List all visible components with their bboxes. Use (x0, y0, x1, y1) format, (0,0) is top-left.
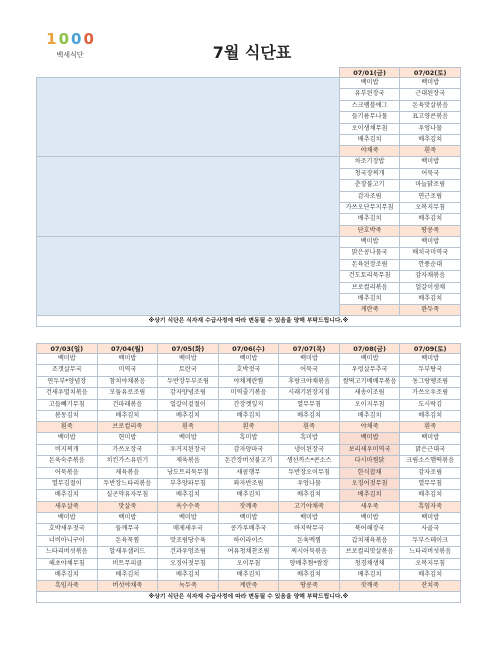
menu-item: 감자양파국 (218, 444, 279, 455)
menu-item: 청경채생채 (339, 558, 400, 569)
menu-item: 콩가루배추국 (218, 524, 279, 535)
menu-item: 표고영콘볶음 (400, 112, 461, 123)
menu-item: 낭도트리묵무침 (158, 467, 219, 478)
header-empty (97, 68, 158, 78)
menu-item: 치킨가스유린기 (97, 456, 158, 467)
porridge-item: 브로컬리죽 (97, 422, 158, 433)
menu-item: 야채계란찜 (218, 376, 279, 387)
porridge-item: 버섯야채죽 (97, 581, 158, 592)
menu-item: 느타리버섯볶음 (37, 547, 98, 558)
menu-item: 돈육된장조림 (339, 259, 400, 270)
page-title: 7월 식단표 (212, 43, 292, 62)
porridge-item: 야채죽 (339, 146, 400, 157)
menu-item: 감자양념조림 (158, 388, 219, 399)
menu-item: 양배추찜*쌈장 (279, 558, 340, 569)
menu-item: 백미밥 (218, 512, 279, 523)
menu-item: 배추김치 (158, 569, 219, 580)
porridge-item: 옥수수죽 (158, 501, 219, 512)
menu-item: 두반장두부조림 (158, 376, 219, 387)
menu-item: 청국장찌개 (339, 168, 400, 179)
notice-text: ※상기 식단은 식자재 수급사정에 따라 변동될 수 있음을 양해 부탁드립니다.※ (37, 316, 461, 327)
porridge-item: 새우죽 (339, 501, 400, 512)
menu-item: 백미밥 (218, 354, 279, 365)
day-header: 07/03(일) (37, 344, 98, 354)
menu-item: 연두부*양념장 (37, 376, 98, 387)
menu-item: 감자조림 (339, 191, 400, 202)
menu-item: 봄동김치 (37, 411, 98, 422)
menu-item: 가쓰오우조림 (400, 388, 461, 399)
menu-item: 제육볶음 (158, 456, 219, 467)
menu-item: 들기름무나물 (339, 112, 400, 123)
menu-item: 어묵국 (279, 365, 340, 376)
menu-item: 연근조림 (400, 191, 461, 202)
porridge-item: 잔치죽 (400, 581, 461, 592)
menu-item: 우엉나물 (279, 479, 340, 490)
menu-item: 돈육맛살볶음 (400, 100, 461, 111)
menu-item: 열무무침 (400, 479, 461, 490)
menu-item: 한식잡채 (339, 467, 400, 478)
logo-digit: 0 (71, 30, 82, 48)
day-header: 07/09(토) (400, 344, 461, 354)
menu-item: 감자조림 (400, 467, 461, 478)
menu-item: 오징어젓무침 (158, 558, 219, 569)
menu-item: 토란국 (158, 365, 219, 376)
menu-item: 백미밥 (400, 78, 461, 89)
menu-item: 차조기장밥 (339, 157, 400, 168)
porridge-item: 흰죽 (400, 422, 461, 433)
menu-item: 비지찌개 (37, 444, 98, 455)
menu-item: 춘장불고기 (339, 180, 400, 191)
porridge-item: 땅콩죽 (400, 225, 461, 236)
menu-item: 부추양파무침 (158, 479, 219, 490)
day-header: 07/02(토) (400, 68, 461, 78)
menu-item: 고들빼기무침 (37, 399, 98, 410)
menu-item: 배추김치 (37, 569, 98, 580)
week1-menu-table (36, 67, 461, 327)
menu-item: 흑미밥 (218, 433, 279, 444)
menu-item: 배추김치 (218, 569, 279, 580)
header-empty (218, 68, 279, 78)
menu-item: 배치국미역국 (400, 248, 461, 259)
menu-item: 배추김치 (97, 569, 158, 580)
menu-item: 북어해장국 (339, 524, 400, 535)
menu-item: 꽈자반조림 (218, 479, 279, 490)
porridge-item: 흰죽 (400, 146, 461, 157)
menu-item: 미역국 (97, 365, 158, 376)
menu-item: 백미밥 (37, 354, 98, 365)
menu-item: 배추김치 (279, 569, 340, 580)
day-header: 07/07(목) (279, 344, 340, 354)
day-header: 07/04(월) (97, 344, 158, 354)
menu-item: 배추김치 (339, 411, 400, 422)
menu-item: 너비아니구이 (37, 535, 98, 546)
menu-item: 느타리버섯볶음 (400, 547, 461, 558)
menu-item: 열무무침 (279, 399, 340, 410)
day-header: 07/05(화) (158, 344, 219, 354)
menu-item: 우엉나물 (400, 123, 461, 134)
menu-item: 얼갈이생채 (400, 282, 461, 293)
menu-item: 브로컬리맛살볶음 (339, 547, 400, 558)
menu-item: 배추김치 (97, 411, 158, 422)
menu-item: 알새우샐러드 (97, 547, 158, 558)
porridge-item: 흰죽 (279, 422, 340, 433)
logo-text: 백세식단 (56, 51, 84, 59)
menu-item: 갑치제육볶음 (339, 535, 400, 546)
menu-item: 배추김치 (158, 490, 219, 501)
menu-item: 크림소스햄떡볶음 (400, 456, 461, 467)
menu-item: 실곤약유자무침 (97, 490, 158, 501)
menu-item: 간장깻잎지 (218, 399, 279, 410)
menu-item: 백미밥 (339, 78, 400, 89)
menu-item: 조갯살무국 (37, 365, 98, 376)
menu-item: 감자채볶음 (400, 271, 461, 282)
porridge-item: 흰죽 (218, 422, 279, 433)
porridge-item: 새우살죽 (37, 501, 98, 512)
menu-item: 호박젓국 (218, 365, 279, 376)
menu-item: 백미밥 (37, 433, 98, 444)
menu-item: 다시마찜닭 (339, 456, 400, 467)
menu-item: 오이생채무침 (339, 123, 400, 134)
menu-item: 하이라이스 (218, 535, 279, 546)
menu-item: 바지락무국 (279, 524, 340, 535)
menu-item: 백미밥 (339, 236, 400, 247)
header-empty (279, 68, 340, 78)
menu-item: 건도토리묵무침 (339, 271, 400, 282)
header-empty (37, 68, 98, 78)
menu-item: 배추김치 (400, 135, 461, 146)
menu-item: 배추김치 (339, 135, 400, 146)
menu-item: 배추김치 (279, 490, 340, 501)
menu-item: 가쓰오단무지무침 (339, 203, 400, 214)
empty-day-block (37, 78, 340, 157)
porridge-item: 땅콩죽 (279, 581, 340, 592)
menu-item: 가쓰오장국 (97, 444, 158, 455)
logo-digit: 0 (58, 30, 69, 48)
porridge-item: 야채죽 (339, 422, 400, 433)
menu-item: 두반장오이무침 (279, 467, 340, 478)
porridge-item: 게란죽 (339, 305, 400, 316)
menu-item: 돈육멕찜 (279, 535, 340, 546)
menu-item: 맑은콩나물국 (339, 248, 400, 259)
menu-item: 백미밥 (279, 354, 340, 365)
menu-item: 참치야채볶음 (97, 376, 158, 387)
menu-item: 브로컬리볶음 (339, 282, 400, 293)
menu-item: 백미밥 (37, 512, 98, 523)
menu-item: 백미밥 (279, 512, 340, 523)
menu-item: 배추김치 (400, 214, 461, 225)
menu-item: 미역줄기볶음 (218, 388, 279, 399)
menu-item: 건과우엉조림 (158, 547, 219, 558)
menu-item: 여유청채찬조림 (218, 547, 279, 558)
menu-item: 유부된장국 (339, 89, 400, 100)
menu-item: 오이무침 (218, 558, 279, 569)
menu-item: 호박새우젓국 (37, 524, 98, 535)
menu-item: 두부탕국 (400, 365, 461, 376)
porridge-item: 흑임자죽 (400, 501, 461, 512)
menu-item: 흑미밥 (279, 433, 340, 444)
day-header: 07/01(금) (339, 68, 400, 78)
menu-item: 얼갈이겉절이 (158, 399, 219, 410)
menu-item: 배추김치 (339, 214, 400, 225)
porridge-item: 잣깨죽 (339, 581, 400, 592)
menu-item: 매제새우국 (158, 524, 219, 535)
menu-item: 우렁살무추국 (339, 365, 400, 376)
menu-item: 배추김치 (339, 569, 400, 580)
header-empty (158, 68, 219, 78)
menu-item: 백미밥 (97, 512, 158, 523)
menu-item: 어묵국 (400, 168, 461, 179)
menu-item: 도시락김 (400, 399, 461, 410)
menu-item: 현미밥 (97, 433, 158, 444)
menu-item: 백미밥 (339, 433, 400, 444)
menu-item: 배추김치 (400, 569, 461, 580)
menu-item: 백미밥 (400, 512, 461, 523)
logo-digit: 1 (46, 30, 57, 48)
day-header: 07/06(수) (218, 344, 279, 354)
menu-item: 비트무피클 (97, 558, 158, 569)
menu-item: 열무김절이 (37, 479, 98, 490)
menu-item: 백미밥 (400, 354, 461, 365)
menu-item: 백미밥 (400, 157, 461, 168)
menu-item: 두부스테이크 (400, 535, 461, 546)
porridge-item: 흑임자죽 (37, 581, 98, 592)
menu-item: 동그랑땡조림 (400, 376, 461, 387)
porridge-item: 녹두죽 (158, 581, 219, 592)
menu-item: 새송이조림 (339, 388, 400, 399)
menu-item: 돈육숙주볶음 (37, 456, 98, 467)
menu-item: 배추김치 (158, 411, 219, 422)
menu-item: 제육볶음 (97, 467, 158, 478)
week2-menu-table (36, 343, 461, 603)
menu-item: 돈육묵찜 (97, 535, 158, 546)
menu-item: 백미밥 (339, 354, 400, 365)
porridge-item: 흰죽 (37, 422, 98, 433)
menu-item: 건새우멸치볶음 (37, 388, 98, 399)
menu-item: 냉이된장국 (279, 444, 340, 455)
menu-item: 맛조림당수육 (158, 535, 219, 546)
menu-item: 배추김치 (339, 293, 400, 304)
porridge-item: 흰죽 (158, 422, 219, 433)
menu-item: 생선까스*콘소스 (279, 456, 340, 467)
menu-item: 돈간장버섯불고기 (218, 456, 279, 467)
menu-item: 백미밥 (400, 433, 461, 444)
menu-item: 배추김치 (400, 293, 461, 304)
menu-item: 배추김치 (218, 411, 279, 422)
menu-item: 후랑크야채볶음 (279, 376, 340, 387)
menu-item: 오복지무침 (400, 558, 461, 569)
menu-item: 새콤행무 (218, 467, 279, 478)
menu-item: 배추김치 (400, 411, 461, 422)
porridge-item: 계란죽 (218, 581, 279, 592)
day-header: 07/08(금) (339, 344, 400, 354)
menu-item: 백미밥 (400, 236, 461, 247)
menu-item: 백미밥 (158, 433, 219, 444)
menu-item: 들깨무국 (97, 524, 158, 535)
menu-item: 사골국 (400, 524, 461, 535)
porridge-item: 잣깨죽 (218, 501, 279, 512)
menu-item: 배추김치 (37, 490, 98, 501)
menu-item: 배추김치 (400, 490, 461, 501)
menu-item: 모둠유로조림 (97, 388, 158, 399)
menu-item: 배추김치 (279, 411, 340, 422)
menu-item: 백미밥 (158, 354, 219, 365)
menu-item: 두반장느타리볶음 (97, 479, 158, 490)
menu-item: 시래기된장지짐 (279, 388, 340, 399)
menu-item: 건파래볶음 (97, 399, 158, 410)
menu-item: 배추김치 (339, 490, 400, 501)
menu-item: 어묵볶음 (37, 467, 98, 478)
notice-text: ※상기 식단은 식자재 수급사정에 따라 변동될 수 있음을 양해 부탁드립니다.※ (37, 592, 461, 603)
menu-item: 백미밥 (97, 354, 158, 365)
porridge-item: 완두죽 (400, 305, 461, 316)
menu-item: 오이지무침 (339, 399, 400, 410)
logo-digit: 0 (83, 30, 94, 48)
menu-item: 깐풍순대 (400, 259, 461, 270)
menu-item: 오징어젓무침 (339, 479, 400, 490)
empty-day-block (37, 236, 340, 315)
menu-item: 배추김치 (218, 490, 279, 501)
menu-item: 우거지된장국 (158, 444, 219, 455)
porridge-item: 고기야채죽 (279, 501, 340, 512)
empty-day-block (37, 157, 340, 236)
menu-item: 해초야채무침 (37, 558, 98, 569)
menu-item: 오복지무침 (400, 203, 461, 214)
menu-item: 근대된장국 (400, 89, 461, 100)
porridge-item: 단호박죽 (339, 225, 400, 236)
menu-item: 백미밥 (158, 512, 219, 523)
menu-item: 맑은근대국 (400, 444, 461, 455)
porridge-item: 맛살죽 (97, 501, 158, 512)
menu-item: 마늘닭조림 (400, 180, 461, 191)
menu-item: 보리새우미역국 (339, 444, 400, 455)
menu-item: 스크램블에그 (339, 100, 400, 111)
menu-item: 백미밥 (339, 512, 400, 523)
menu-item: 찌시어묵볶음 (279, 547, 340, 558)
menu-item: 쌀떡고기배배무볶음 (339, 376, 400, 387)
